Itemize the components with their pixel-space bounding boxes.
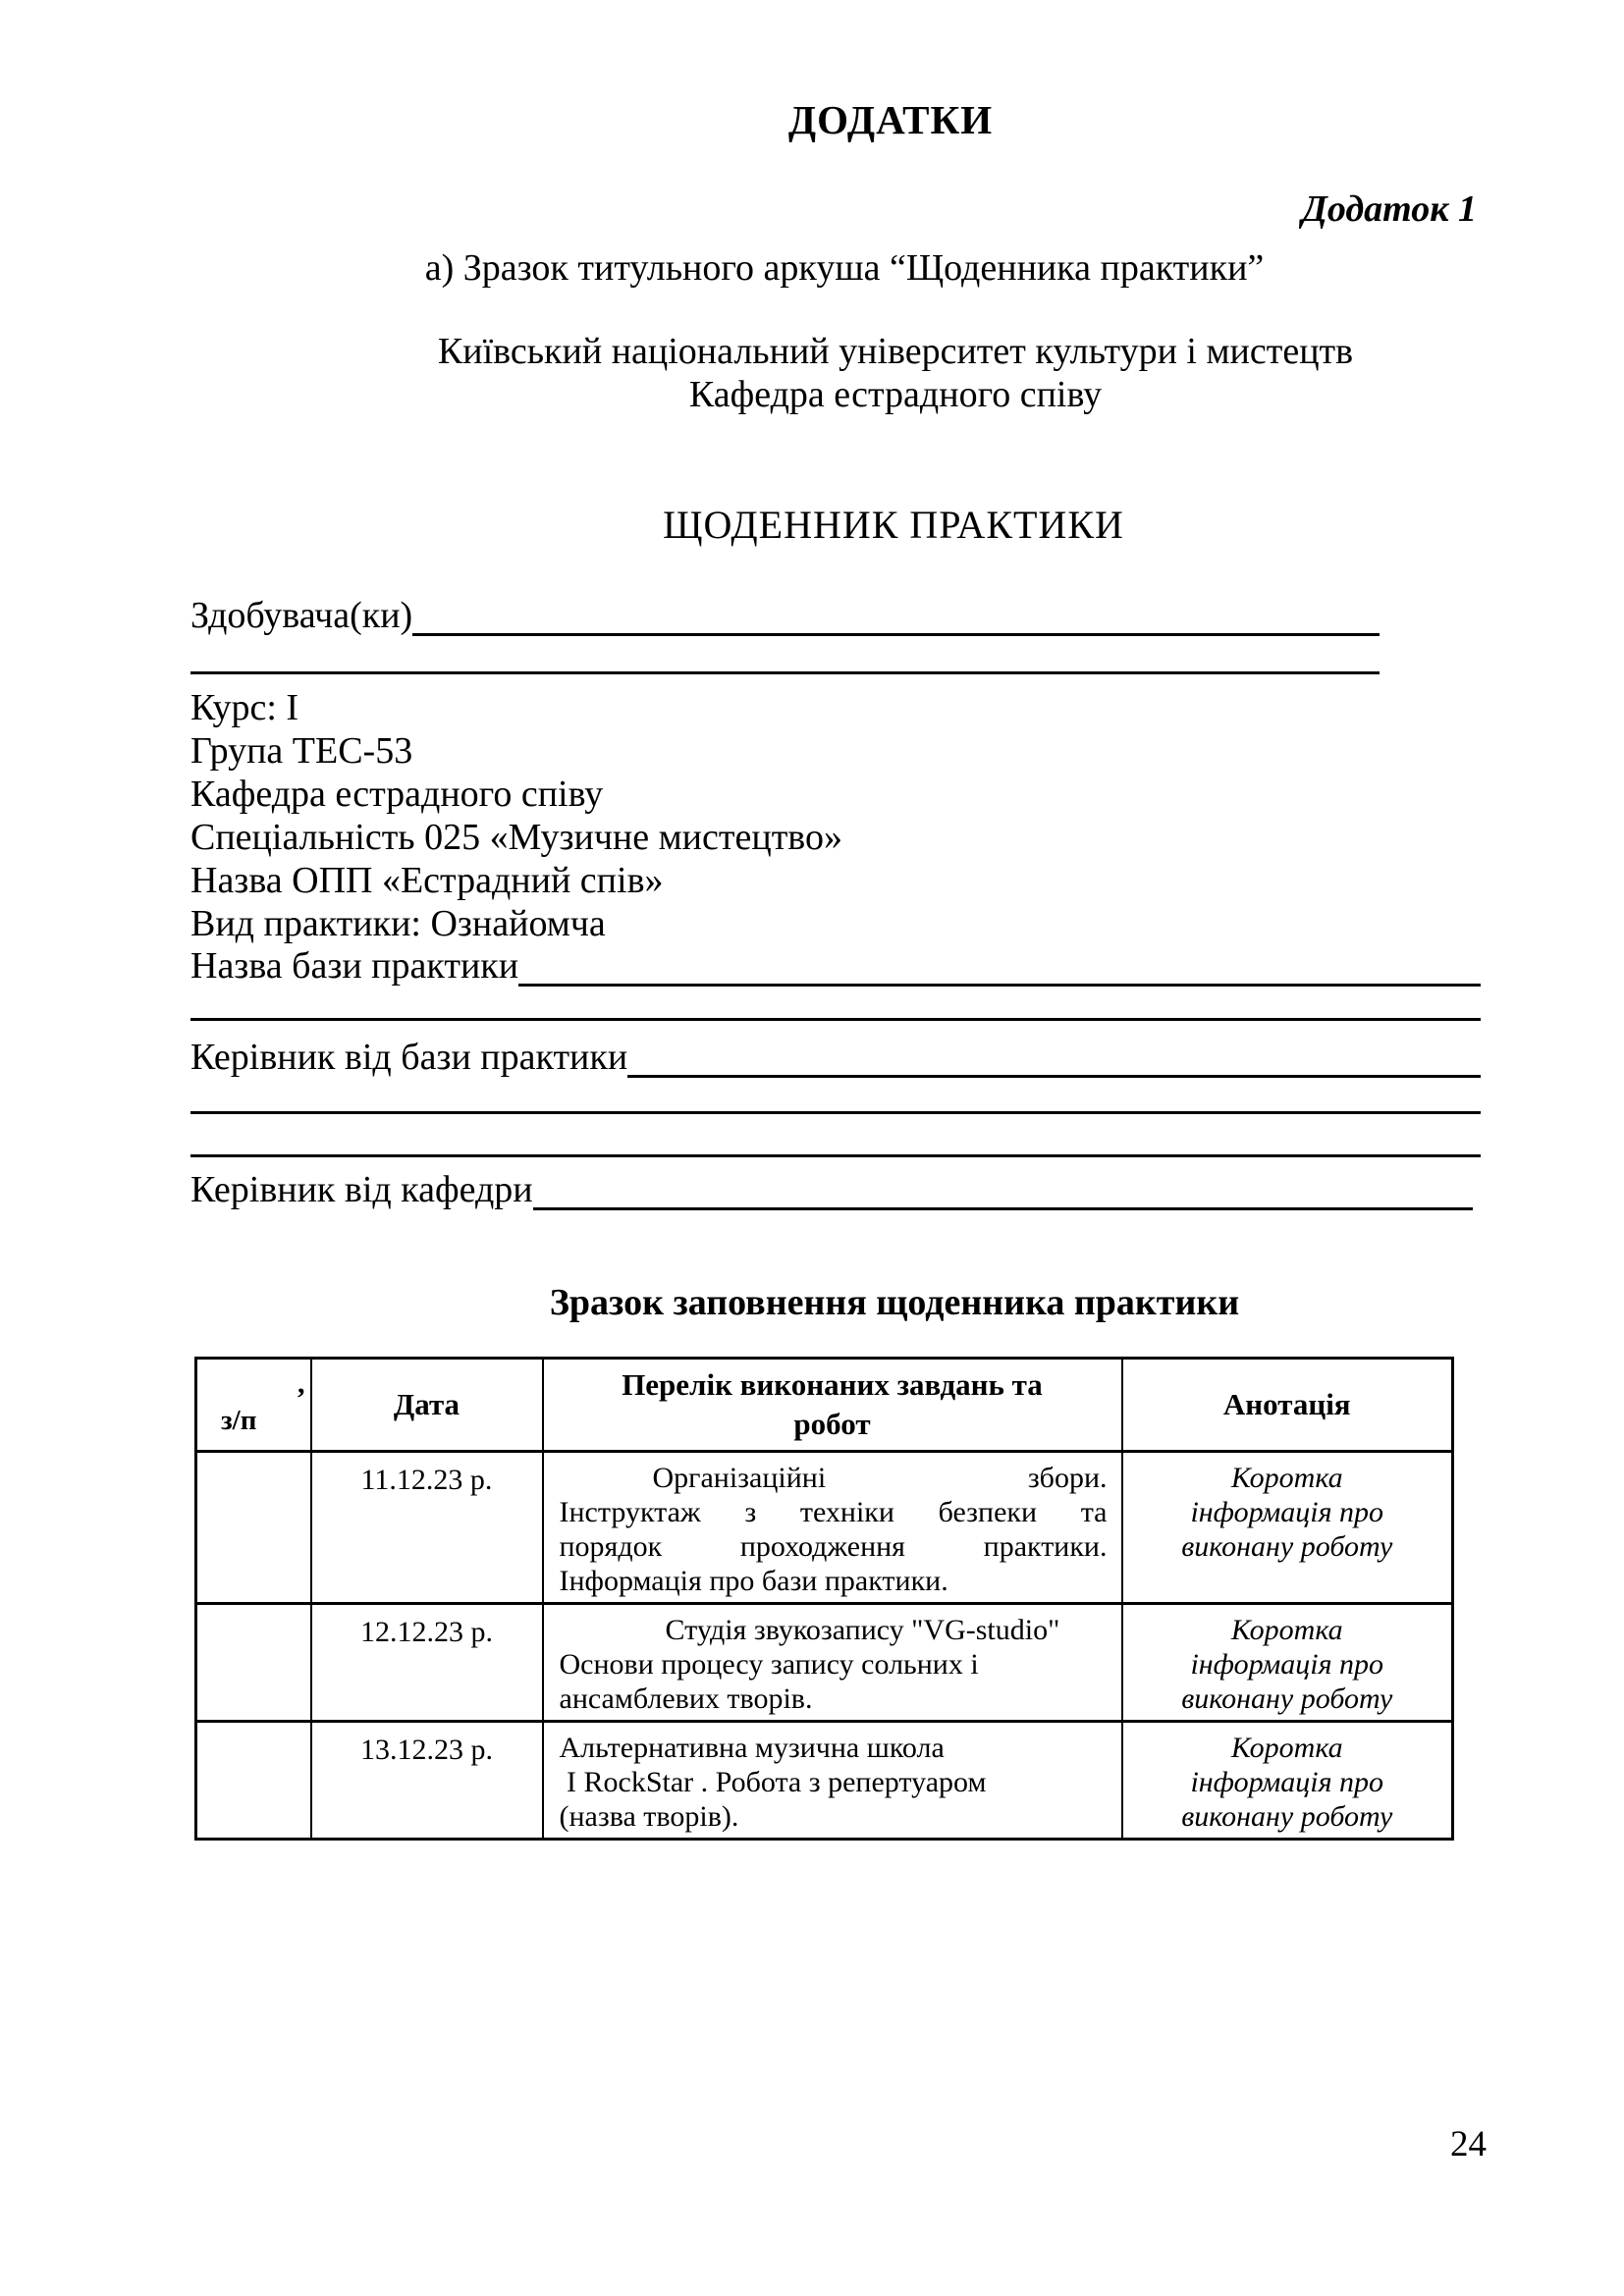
- practice-type-line: Вид практики: Ознайомча: [190, 903, 606, 944]
- practice-base-blank-line: [518, 942, 1481, 987]
- cell-date: 12.12.23 р.: [311, 1604, 543, 1722]
- annotation-line: Коротка: [1230, 1462, 1343, 1494]
- header-cell-tasks: Перелік виконаних завдань та робот: [543, 1359, 1122, 1452]
- header-cell-num: [196, 1359, 311, 1452]
- task-line: порядок проходження практики.: [559, 1530, 1108, 1563]
- group-line: Група ТЕС-53: [190, 730, 413, 772]
- department-line: Кафедра естрадного співу: [190, 774, 604, 815]
- base-supervisor-blank-line: [627, 1034, 1481, 1078]
- annotation-line: виконану роботу: [1181, 1530, 1393, 1563]
- annotation-line: інформація про: [1190, 1766, 1384, 1798]
- course-line: Курс: І: [190, 687, 299, 728]
- annotation-line: виконану роботу: [1181, 1800, 1393, 1833]
- cell-date: 13.12.23 р.: [311, 1722, 543, 1840]
- cell-tasks: [543, 1604, 1122, 1722]
- cell-annotation: [1122, 1452, 1453, 1604]
- cell-tasks: [543, 1452, 1122, 1604]
- opp-line: Назва ОПП «Естрадний спів»: [190, 860, 664, 901]
- task-line: Студія звукозапису "VG-studio": [665, 1614, 1060, 1646]
- cell-tasks: [543, 1722, 1122, 1840]
- practice-base-blank-line-2: [190, 1018, 1481, 1021]
- cell-num: [196, 1604, 311, 1722]
- task-line: Інформація про бази практики.: [559, 1565, 948, 1597]
- appendix-label: Додаток 1: [1301, 188, 1477, 230]
- student-label: Здобувача(ки): [190, 595, 413, 636]
- sample-heading: Зразок заповнення щоденника практики: [549, 1282, 1240, 1323]
- annotation-line: інформація про: [1190, 1496, 1384, 1528]
- task-line: І RockStar . Робота з репертуаром: [559, 1766, 987, 1798]
- cell-num: [196, 1452, 311, 1604]
- student-blank-line: [412, 592, 1380, 636]
- task-line: Основи процесу запису сольних і: [559, 1648, 979, 1681]
- base-supervisor-line: [190, 1037, 1481, 1078]
- diary-table: [194, 1357, 1454, 1841]
- page-number: 24: [1450, 2124, 1487, 2164]
- university-name: Київський національний університет культури і мистецтв: [437, 331, 1354, 372]
- student-line: [190, 595, 1380, 636]
- table-row: [196, 1722, 1453, 1840]
- page-title: ДОДАТКИ: [787, 97, 994, 142]
- cell-annotation: [1122, 1722, 1453, 1840]
- department-name: Кафедра естрадного співу: [688, 374, 1103, 415]
- cell-num: [196, 1722, 311, 1840]
- table-row: [196, 1604, 1453, 1722]
- header-cell-annotation: Анотація: [1122, 1359, 1453, 1452]
- task-line: Організаційні збори.: [652, 1462, 1108, 1494]
- header-cell-date: Дата: [311, 1359, 543, 1452]
- specialty-line: Спеціальність 025 «Музичне мистецтво»: [190, 817, 842, 858]
- doc-title: ЩОДЕННИК ПРАКТИКИ: [663, 503, 1124, 547]
- cell-annotation: [1122, 1604, 1453, 1722]
- annotation-line: Коротка: [1230, 1732, 1343, 1764]
- annotation-line: Коротка: [1230, 1614, 1343, 1646]
- base-supervisor-label: Керівник від бази практики: [190, 1037, 628, 1078]
- appendix-subtitle: а) Зразок титульного аркуша “Щоденника практики”: [424, 247, 1265, 289]
- task-line: Альтернативна музична школа: [559, 1732, 945, 1764]
- practice-base-label: Назва бази практики: [190, 945, 519, 987]
- cell-date: 11.12.23 р.: [311, 1452, 543, 1604]
- diary-table-wrapper: [194, 1357, 1454, 1841]
- base-supervisor-blank-line-2: [190, 1111, 1481, 1114]
- task-line: Інструктаж з техніки безпеки та: [559, 1496, 1108, 1528]
- dept-supervisor-blank-line: [533, 1166, 1473, 1210]
- task-line: ансамблевих творів.: [559, 1682, 813, 1715]
- base-supervisor-blank-line-3: [190, 1154, 1481, 1157]
- dept-supervisor-line: [190, 1169, 1473, 1210]
- table-header-row: [196, 1359, 1453, 1452]
- annotation-line: інформація про: [1190, 1648, 1384, 1681]
- stray-mark: ’: [296, 1382, 306, 1415]
- task-line: (назва творів).: [559, 1800, 739, 1833]
- student-blank-line-2: [190, 671, 1380, 674]
- header-num-label: з/п: [221, 1405, 257, 1436]
- annotation-line: виконану роботу: [1181, 1682, 1393, 1715]
- dept-supervisor-label: Керівник від кафедри: [190, 1169, 533, 1210]
- table-row: [196, 1452, 1453, 1604]
- practice-base-line: [190, 945, 1481, 987]
